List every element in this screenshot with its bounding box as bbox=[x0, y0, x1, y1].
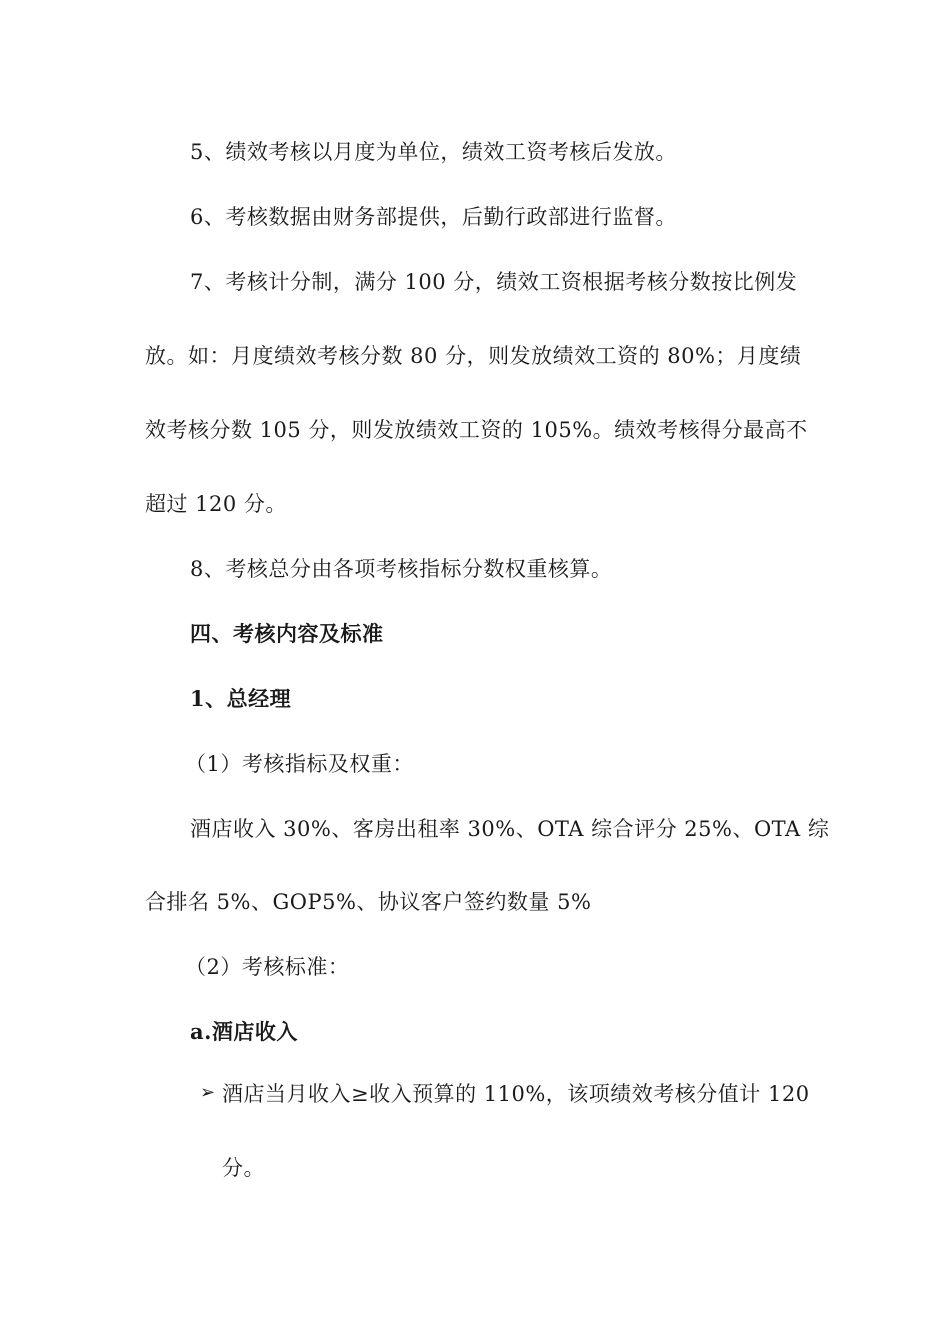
standard-a-heading: a.酒店收入 bbox=[190, 1019, 298, 1044]
paragraph-item-7-line-2: 放。如：月度绩效考核分数 80 分，则发放绩效工资的 80%；月度绩 bbox=[145, 344, 802, 368]
paragraph-item-5: 5、绩效考核以月度为单位，绩效工资考核后发放。 bbox=[190, 140, 677, 164]
arrowhead-bullet-icon: ➢ bbox=[200, 1082, 216, 1103]
paragraph-item-7-line-4: 超过 120 分。 bbox=[145, 492, 287, 516]
indicator-weights-line-2: 合排名 5%、GOP5%、协议客户签约数量 5% bbox=[145, 890, 592, 914]
subsection-heading-general-manager: 1、总经理 bbox=[190, 686, 292, 711]
standard-a-bullet-line-2: 分。 bbox=[222, 1156, 265, 1180]
paragraph-item-7-line-1: 7、考核计分制，满分 100 分，绩效工资根据考核分数按比例发 bbox=[190, 270, 798, 294]
paragraph-item-6: 6、考核数据由财务部提供，后勤行政部进行监督。 bbox=[190, 205, 677, 229]
paragraph-item-7-line-3: 效考核分数 105 分，则发放绩效工资的 105%。绩效考核得分最高不 bbox=[145, 418, 808, 442]
section-heading-4: 四、考核内容及标准 bbox=[190, 621, 384, 646]
indicator-weights-line-1: 酒店收入 30%、客房出租率 30%、OTA 综合评分 25%、OTA 综 bbox=[190, 817, 830, 841]
standard-a-bullet-line-1: 酒店当月收入≥收入预算的 110%，该项绩效考核分值计 120 bbox=[222, 1082, 810, 1106]
paragraph-item-8: 8、考核总分由各项考核指标分数权重核算。 bbox=[190, 557, 613, 581]
indicator-weights-heading: （1）考核指标及权重： bbox=[185, 752, 414, 776]
assessment-standard-heading: （2）考核标准： bbox=[185, 955, 350, 979]
